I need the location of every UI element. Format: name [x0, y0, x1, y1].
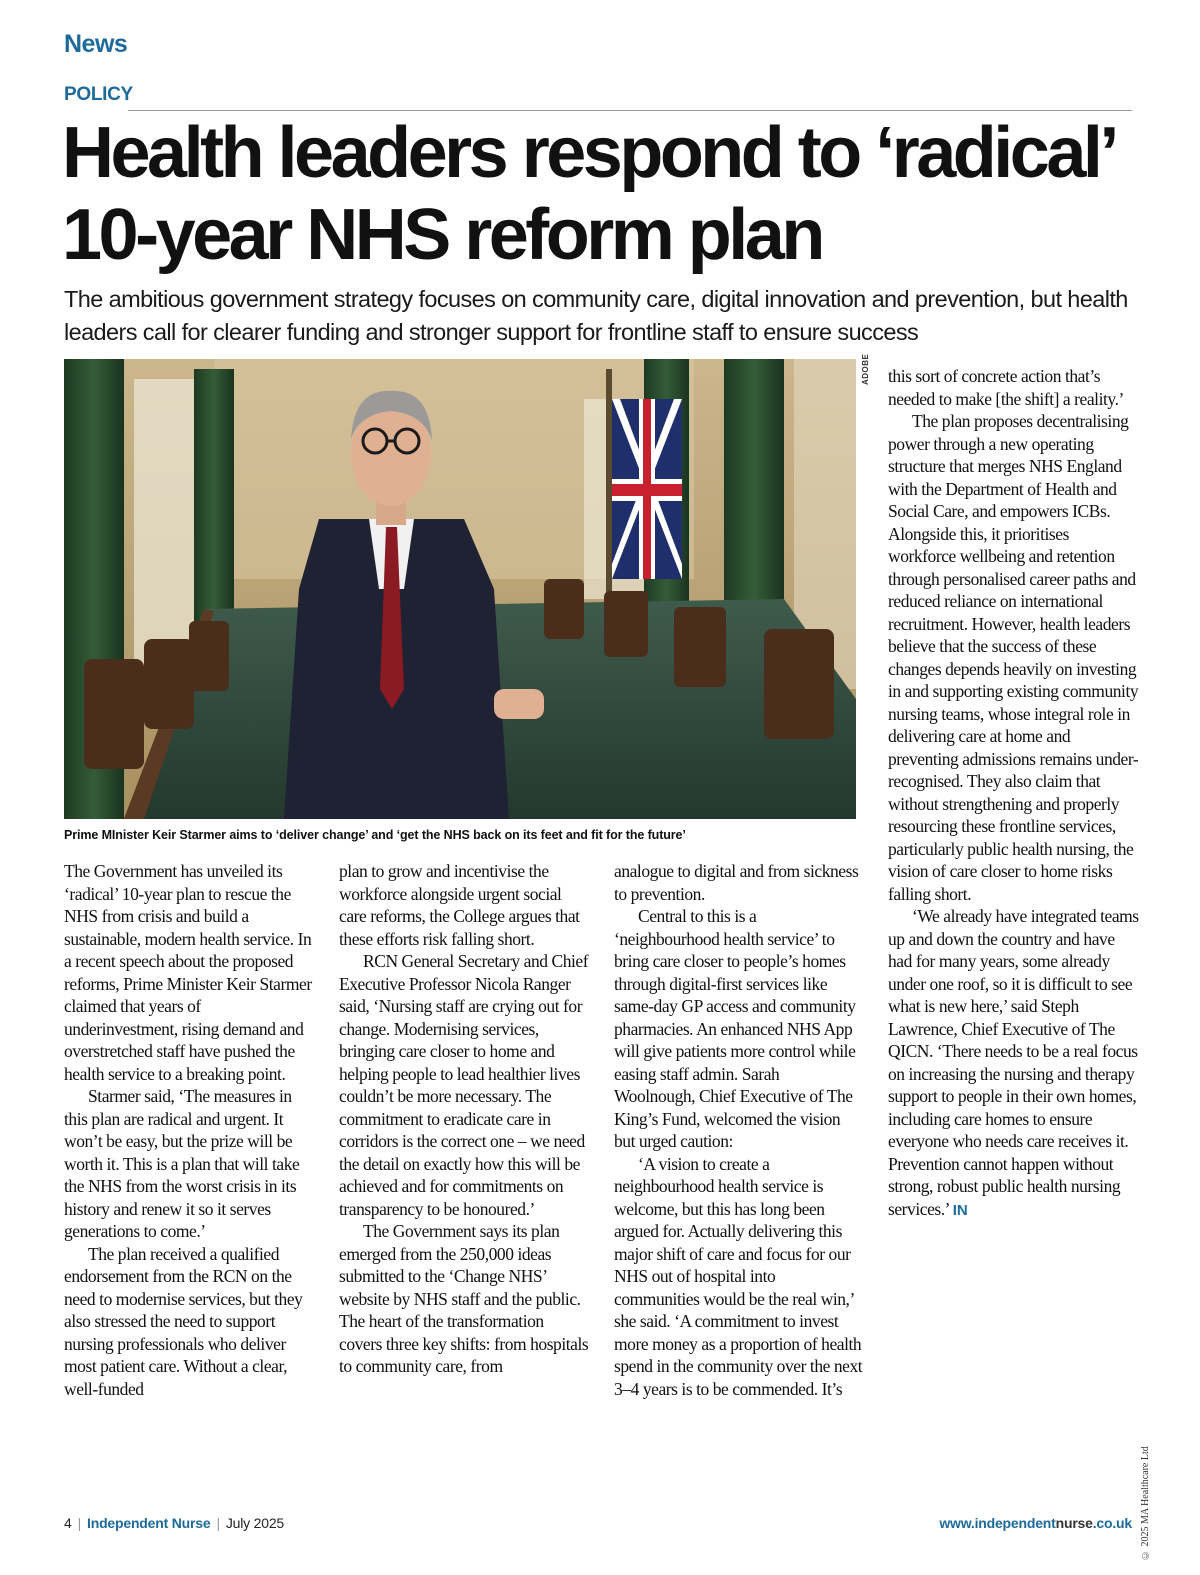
- photo-credit: ADOBE: [861, 353, 870, 385]
- paragraph: plan to grow and incentivise the workforce alongside urgent social care reforms, the College argues that these efforts risk falling short.: [339, 861, 580, 949]
- footer-separator: |: [77, 1515, 82, 1531]
- paragraph: [888, 905, 1140, 1222]
- paragraph: analogue to digital and from sickness to prevention.: [614, 861, 859, 904]
- paragraph: The plan received a qualified endorsement from the RCN on the need to modernise services, but they also stressed the need to support nursing professionals who deliver most patient care. Without a clear, well-funded: [64, 1243, 303, 1399]
- article-column-2: [339, 860, 589, 1378]
- headline-line-2: 10-year NHS reform plan: [62, 195, 822, 275]
- paragraph: Central to this is a ‘neighbourhood health service’ to bring care closer to people’s homes through digital-first services like same-day GP access and community pharmacies. An enhanced NHS App will give patients more control while easing staff admin. Sarah Woolnough, Chief Executive of The King’s Fund, welcomed the vision but urged caution:: [614, 906, 856, 1151]
- article-column-1: [64, 860, 314, 1400]
- copyright-notice: © 2025 MA Healthcare Ltd: [1140, 1446, 1151, 1560]
- paragraph: The plan proposes decentralising power through a new operating structure that merges NHS England with the Department of Health and Social Care, and empowers ICBs. Alongside this, it prioritises workforce wellbeing and retention through personalised career paths and reduced reliance on international recruitment. However, health leaders believe that the success of these changes depends heavily on investing in and supporting existing community nursing teams, whose integral role in delivering care at home and preventing admissions remains under-recognised. They also claim that without strengthening and properly resourcing these frontline services, particularly public health nursing, the vision of care closer to home risks falling short.: [888, 411, 1139, 904]
- url-part: www.independent: [939, 1515, 1056, 1531]
- standfirst: The ambitious government strategy focuses on community care, digital innovation and prevention, but health leaders call for clearer funding and stronger support for frontline staff to ensure success: [64, 286, 1128, 345]
- paragraph: The Government says its plan emerged from the 250,000 ideas submitted to the ‘Change NHS’ website by NHS staff and the public. The heart of the transformation covers three key shifts: from hospitals to community care, from: [339, 1221, 589, 1376]
- category-label: POLICY: [64, 84, 133, 105]
- page-number: 4: [64, 1515, 72, 1531]
- magazine-name: Independent Nurse: [87, 1515, 211, 1531]
- paragraph: ‘A vision to create a neighbourhood health service is welcome, but this has long been argued for. Actually delivering this major shift of care and focus for our NHS out of hospital into communities would be the real win,’ she said. ‘A commitment to invest more money as a proportion of health spend in the community over the next 3–4 years is to be commended. It’s: [614, 1153, 863, 1399]
- url-part: .co.uk: [1092, 1515, 1132, 1531]
- article-column-3: [614, 860, 864, 1400]
- section-label: News: [64, 30, 128, 58]
- headline-line-1: Health leaders respond to ‘radical’: [62, 113, 1116, 193]
- photo-caption: Prime MInister Keir Starmer aims to ‘deliver change’ and ‘get the NHS back on its feet and fit for the future’: [64, 828, 686, 842]
- paragraph: Starmer said, ‘The measures in this plan are radical and urgent. It won’t be easy, but the prize will be worth it. This is a plan that will take the NHS from the worst crisis in its history and renew it so it serves generations to come.’: [64, 1086, 300, 1241]
- header-rule: [128, 110, 1132, 111]
- paragraph-text: ‘We already have integrated teams up and down the country and have had for many years, some already under one roof, so it is difficult to see what is new here,’ said Steph Lawrence, Chief Executive of The QICN. ‘There needs to be a real focus on increasing the nursing and therapy support to people in their own homes, including care homes to ensure everyone who needs care receives it. Prevention cannot happen without strong, robust public health nursing services.’: [888, 906, 1139, 1219]
- headline: [62, 112, 1162, 276]
- footer-folio: [64, 1515, 284, 1531]
- footer-url[interactable]: [939, 1515, 1132, 1531]
- end-mark: IN: [952, 1201, 968, 1219]
- paragraph: this sort of concrete action that’s needed to make [the shift] a reality.’: [888, 366, 1124, 409]
- article-photo: [64, 359, 856, 819]
- issue-date: July 2025: [225, 1515, 285, 1531]
- article-column-4: [888, 365, 1140, 1222]
- url-part: nurse: [1055, 1515, 1093, 1531]
- photo-illustration: [64, 359, 856, 819]
- paragraph: RCN General Secretary and Chief Executive Professor Nicola Ranger said, ‘Nursing staff are crying out for change. Modernising services, bringing care closer to home and helping people to lead healthier lives couldn’t be more necessary. The commitment to eradicate care in corridors is the correct one – we need the detail on exactly how this will be achieved and for commitments on transparency to be honoured.’: [339, 951, 589, 1219]
- paragraph: The Government has unveiled its ‘radical’ 10-year plan to rescue the NHS from crisis and build a sustainable, modern health service. In a recent speech about the proposed reforms, Prime Minister Keir Starmer claimed that years of underinvestment, rising demand and overstretched staff have pushed the health service to a breaking point.: [64, 861, 312, 1084]
- footer-separator: |: [216, 1515, 220, 1531]
